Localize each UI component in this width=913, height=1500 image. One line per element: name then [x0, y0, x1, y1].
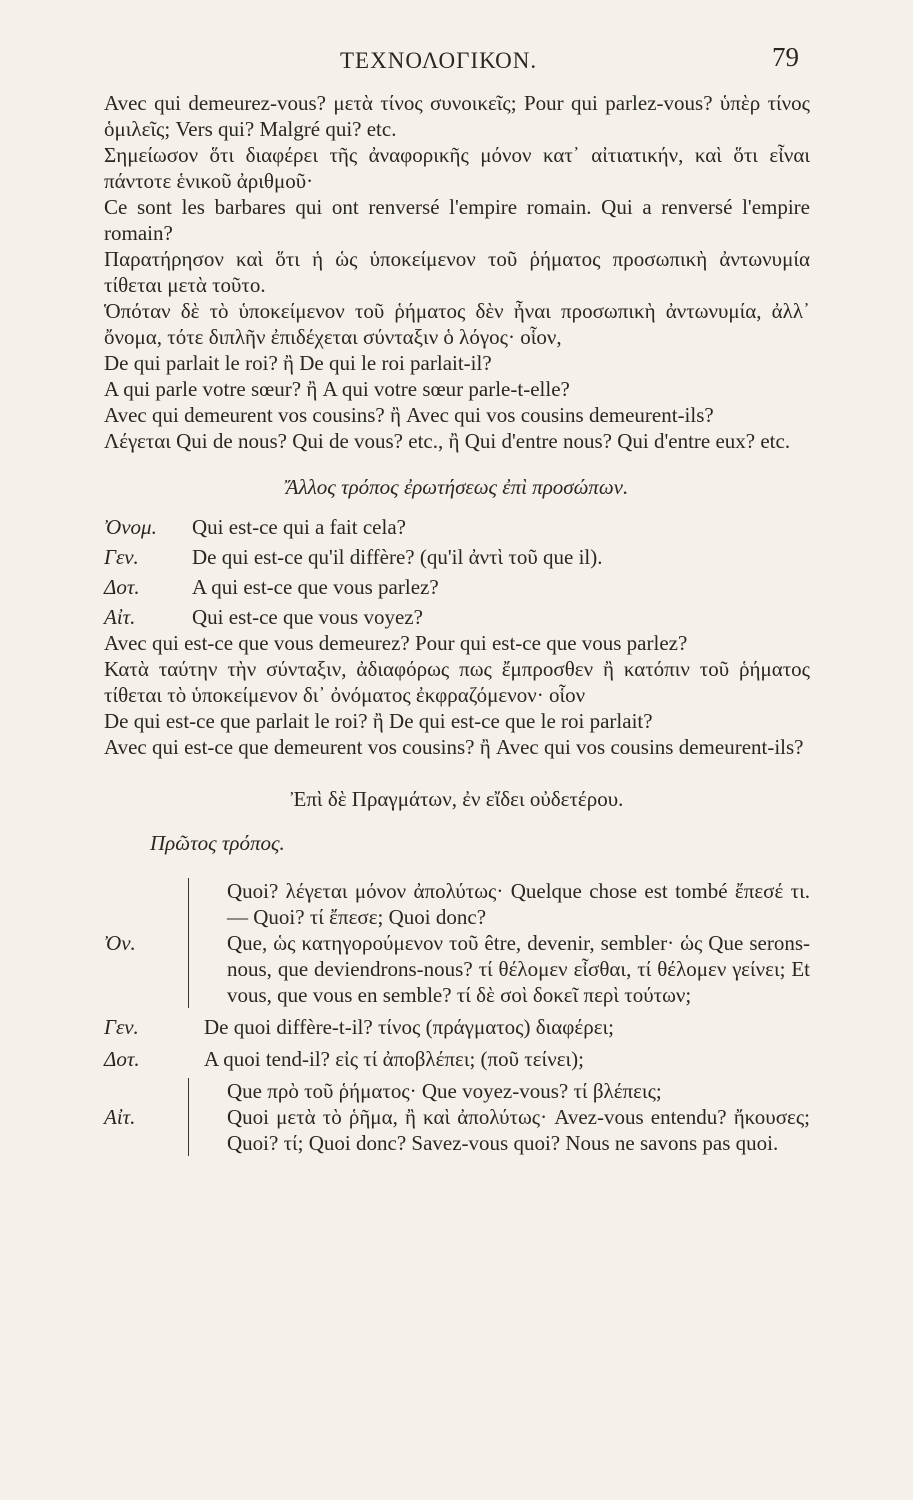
case-example: De quoi diffère-t-il? τίνος (πράγματος) διαφέρει;	[204, 1015, 614, 1039]
paragraph: Ce sont les barbares qui ont renversé l'empire romain. Qui a renversé l'empire romain?	[104, 195, 810, 245]
case-row	[104, 1014, 810, 1040]
example-line: Avec qui demeurent vos cousins? ἢ Avec qui vos cousins demeurent-ils?	[104, 403, 714, 427]
example-line: Quoi? λέγεται μόνον ἀπολύτως· Quelque chose est tombé ἔπεσέ τι. — Quoi? τί ἔπεσε; Quoi donc?	[227, 879, 810, 929]
case-abbr: Γεν.	[104, 545, 139, 569]
subsection-title: Πρῶτος τρόπος.	[150, 831, 285, 855]
case-example: De qui est-ce qu'il diffère? (qu'il ἀντὶ τοῦ que il).	[192, 545, 603, 569]
example-line: De qui parlait le roi? ἢ De qui le roi parlait-il?	[104, 351, 492, 375]
brace	[188, 878, 199, 1008]
section-title: Ἄλλος τρόπος ἐρωτήσεως ἐπὶ προσώπων.	[285, 475, 629, 499]
nominative-block	[104, 878, 810, 1008]
paragraph: Avec qui demeurez-vous? μετὰ τίνος συνοικεῖς; Pour qui parlez-vous? ὑπὲρ τίνος ὁμιλεῖς; Vers qui? Malgré qui? etc.	[104, 91, 810, 141]
section-title: Ἐπὶ δὲ Πραγμάτων, ἐν εἴδει οὐδετέρου.	[290, 787, 624, 811]
accusative-block	[104, 1078, 810, 1156]
case-example: A qui est-ce que vous parlez?	[192, 575, 439, 599]
page-header	[0, 42, 913, 88]
case-abbr: Αἰτ.	[104, 605, 136, 629]
example-line: Que πρὸ τοῦ ῥήματος· Que voyez-vous? τί βλέπεις;	[227, 1079, 662, 1103]
paragraph: Παρατήρησον καὶ ὅτι ἡ ὡς ὑποκείμενον τοῦ ῥήματος προσωπικὴ ἀντωνυμία τίθεται μετὰ τοῦτο.	[104, 247, 810, 297]
case-abbr: Ὀνομ.	[104, 515, 157, 539]
case-abbr: Δοτ.	[104, 575, 140, 599]
paragraph: Λέγεται Qui de nous? Qui de vous? etc., ἢ Qui d'entre nous? Qui d'entre eux? etc.	[104, 429, 791, 453]
running-title: ΤΕΧΝΟΛΟΓΙΚΟΝ.	[340, 48, 538, 73]
example-line: A qui parle votre sœur? ἢ A qui votre sœur parle-t-elle?	[104, 377, 570, 401]
example-line: Quoi μετὰ τὸ ῥῆμα, ἢ καὶ ἀπολύτως· Avez-vous entendu? ἤκουσες; Quoi? τί; Quoi donc? Savez-vous quoi? Nous ne savons pas quoi.	[227, 1105, 810, 1155]
case-abbr: Γεν.	[104, 1015, 139, 1039]
example-line: Avec qui est-ce que vous demeurez? Pour qui est-ce que vous parlez?	[104, 631, 688, 655]
case-row	[104, 1046, 810, 1072]
brace	[188, 1078, 199, 1156]
page-body	[104, 90, 810, 1156]
case-example: Qui est-ce que vous voyez?	[192, 605, 423, 629]
case-abbr: Ὀν.	[104, 931, 136, 955]
brace-content	[205, 878, 810, 1008]
case-abbr: Αἰτ.	[104, 1105, 136, 1129]
page-number: 79	[772, 42, 799, 72]
case-row	[104, 514, 810, 540]
paragraph: Σημείωσον ὅτι διαφέρει τῆς ἀναφορικῆς μόνον κατ᾽ αἰτιατικήν, καὶ ὅτι εἶναι πάντοτε ἑνικοῦ ἀριθμοῦ·	[104, 143, 810, 193]
case-example: Qui est-ce qui a fait cela?	[192, 515, 406, 539]
example-line: Avec qui est-ce que demeurent vos cousins? ἢ Avec qui vos cousins demeurent-ils?	[104, 735, 804, 759]
paragraph: Ὁπόταν δὲ τὸ ὑποκείμενον τοῦ ῥήματος δὲν ἦναι προσωπικὴ ἀντωνυμία, ἀλλ᾽ ὄνομα, τότε διπλῆν ἐπιδέχεται σύνταξιν ὁ λόγος· οἷον,	[104, 299, 810, 349]
case-abbr: Δοτ.	[104, 1047, 140, 1071]
case-row	[104, 604, 810, 630]
paragraph: Κατὰ ταύτην τὴν σύνταξιν, ἀδιαφόρως πως ἔμπροσθεν ἢ κατόπιν τοῦ ῥήματος τίθεται τὸ ὑποκείμενον δι᾽ ὀνόματος ἐκφραζόμενον· οἷον	[104, 657, 810, 707]
example-line: Que, ὡς κατηγορούμενον τοῦ être, devenir, sembler· ὡς Que serons-nous, que deviendrons-nous? τί θέλομεν εἶσθαι, τί θέλομεν γείνει; Et vous, que vous en semble? τί δὲ σοὶ δοκεῖ περὶ τούτων;	[227, 931, 810, 1007]
case-example: A quoi tend-il? εἰς τί ἀποβλέπει; (ποῦ τείνει);	[204, 1047, 584, 1071]
brace-content	[205, 1078, 810, 1156]
case-row	[104, 574, 810, 600]
case-row	[104, 544, 810, 570]
example-line: De qui est-ce que parlait le roi? ἢ De qui est-ce que le roi parlait?	[104, 709, 653, 733]
